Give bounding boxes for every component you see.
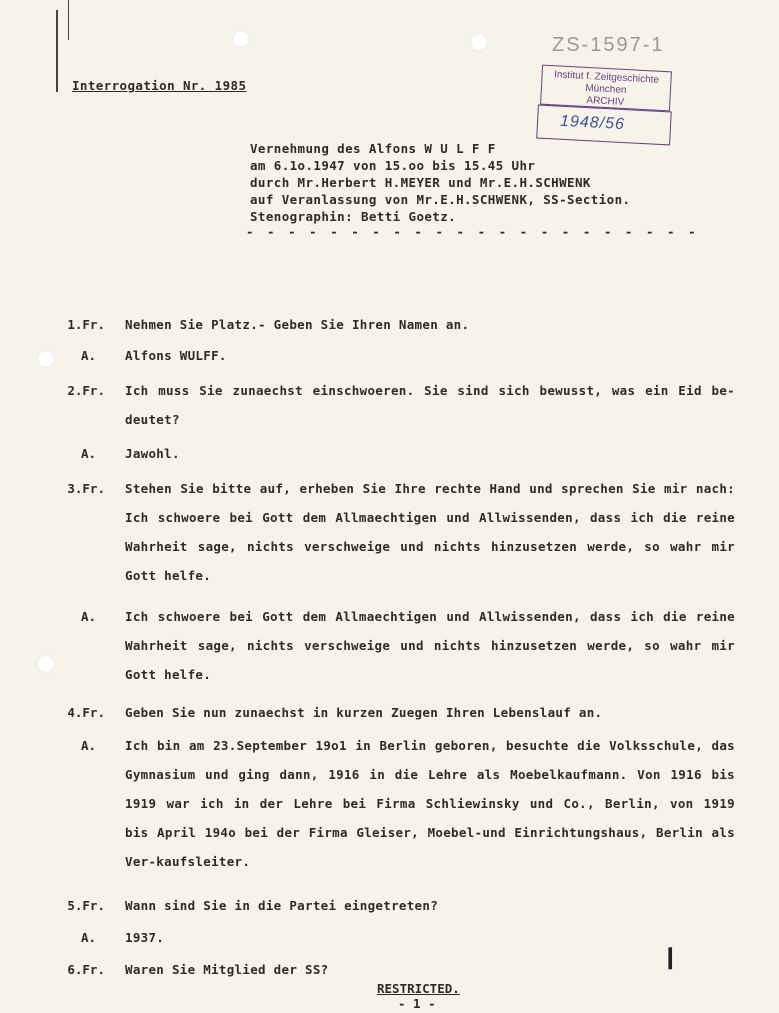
document-title: Interrogation Nr. 1985 xyxy=(72,78,247,93)
stamp-line: München xyxy=(585,82,627,97)
answer-label: A. xyxy=(80,348,96,363)
pencil-archive-mark: ZS-1597-1 xyxy=(552,34,665,56)
ink-mark: ❙ xyxy=(661,944,680,969)
margin-bracket xyxy=(68,0,69,40)
stamp-line: ARCHIV xyxy=(586,94,625,108)
answer-text: Ich schwoere bei Gott dem Allmaechtigen und Allwissenden, dass ich die reine Wahrheit sage, nichts verschweige und nichts hinzusetzen werde, so wahr mir Gott helfe. xyxy=(125,609,735,682)
question-label: 6.Fr. xyxy=(67,962,105,977)
answer-label: A. xyxy=(80,738,96,753)
answer-text: Jawohl. xyxy=(125,446,180,461)
answer-label: A. xyxy=(80,609,96,624)
question-label: 1.Fr. xyxy=(67,317,105,332)
question-text: Ich muss Sie zunaechst einschwoeren. Sie sind sich bewusst, was ein Eid be-deutet? xyxy=(125,383,735,427)
intro-line: durch Mr.Herbert H.MEYER und Mr.E.H.SCHWENK xyxy=(250,175,591,190)
intro-line: am 6.1o.1947 von 15.oo bis 15.45 Uhr xyxy=(250,158,536,173)
stamp-number-box xyxy=(536,105,672,146)
question-label: 2.Fr. xyxy=(67,383,105,398)
margin-bracket xyxy=(56,10,58,92)
punch-hole xyxy=(37,350,55,368)
stamp-header xyxy=(540,65,672,112)
answer-label: A. xyxy=(80,446,96,461)
intro-line: Vernehmung des Alfons W U L F F xyxy=(250,141,496,156)
stamp-line: Institut f. Zeitgeschichte xyxy=(553,69,660,86)
answer-text: Alfons WULFF. xyxy=(125,348,227,363)
restricted-marking: RESTRICTED. xyxy=(377,981,460,996)
punch-hole xyxy=(232,30,250,48)
punch-hole xyxy=(37,655,55,673)
page-number: - 1 - xyxy=(398,996,436,1011)
archive-number: 1948/56 xyxy=(559,112,626,134)
archive-stamp xyxy=(537,68,675,148)
question-text: Nehmen Sie Platz.- Geben Sie Ihren Namen an. xyxy=(125,317,470,332)
question-text: Waren Sie Mitglied der SS? xyxy=(125,962,329,977)
answer-text: Ich bin am 23.September 19o1 in Berlin geboren, besuchte die Volksschule, das Gymnasium und ging dann, 1916 in die Lehre als Moebelkaufmann. Von 1916 bis 1919 war ich in der Lehre bei Firma Schliewinsky und Co., Berlin, von 1919 bis April 194o bei der Firma Gleiser, Moebel-und Einrichtungshaus, Berlin als Ver-kaufsleiter. xyxy=(125,738,735,869)
question-label: 4.Fr. xyxy=(67,705,105,720)
punch-hole xyxy=(470,33,488,51)
answer-text: 1937. xyxy=(125,930,165,945)
question-label: 5.Fr. xyxy=(67,898,105,913)
separator-dashes: - - - - - - - - - - - - - - - - - - - - - - xyxy=(246,224,699,239)
question-text: Geben Sie nun zunaechst in kurzen Zuegen Ihren Lebenslauf an. xyxy=(125,705,603,720)
question-text: Wann sind Sie in die Partei eingetreten? xyxy=(125,898,439,913)
intro-line: Stenographin: Betti Goetz. xyxy=(250,209,457,224)
answer-label: A. xyxy=(80,930,96,945)
intro-line: auf Veranlassung von Mr.E.H.SCHWENK, SS-Section. xyxy=(250,192,631,207)
question-text: Stehen Sie bitte auf, erheben Sie Ihre rechte Hand und sprechen Sie mir nach: Ich schwoere bei Gott dem Allmaechtigen und Allwissenden, dass ich die reine Wahrheit sage, nichts verschweige und nichts hinzusetzen werde, so wahr mir Gott helfe. xyxy=(125,481,735,583)
question-label: 3.Fr. xyxy=(67,481,105,496)
